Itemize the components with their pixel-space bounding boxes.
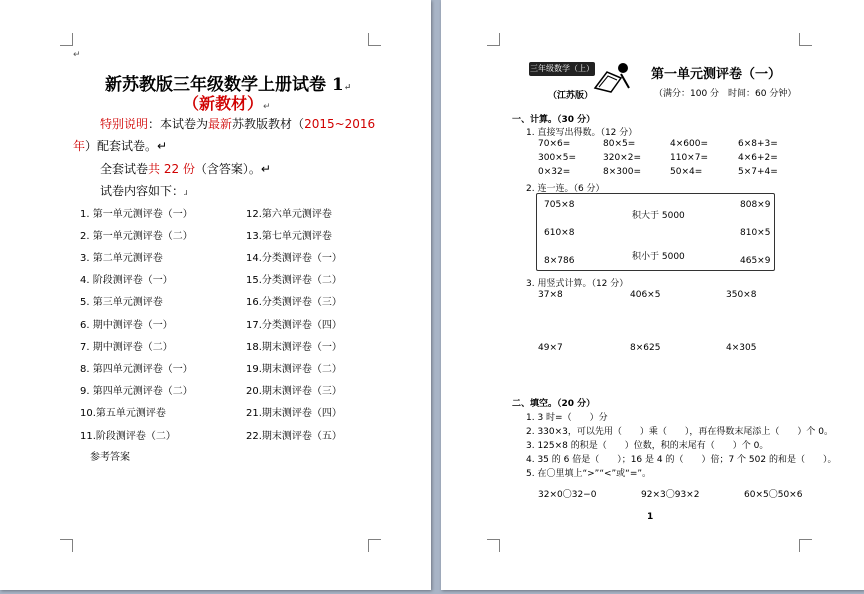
compare-item: 60×5〇50×6 bbox=[744, 490, 803, 500]
match-left-item: 705×8 bbox=[544, 200, 575, 210]
total-post: （含答案）。↵ bbox=[194, 162, 271, 176]
test-title: 第一单元测评卷（一） bbox=[651, 67, 782, 82]
fill-question: 1. 3 时=（ ）分 bbox=[526, 413, 608, 423]
list-item: 13.第七单元测评卷 bbox=[246, 231, 332, 242]
match-right-item: 808×9 bbox=[740, 200, 771, 210]
grade-logo bbox=[529, 62, 595, 76]
fill-question: 5. 在〇里填上“>”“<”或“=”。 bbox=[526, 469, 652, 479]
page-number: 1 bbox=[647, 512, 654, 522]
match-target: 积大于 5000 bbox=[632, 211, 685, 221]
vertical-calc-item: 8×625 bbox=[630, 343, 661, 353]
calc-item: 4×6+2= bbox=[738, 153, 778, 163]
left-page bbox=[0, 0, 431, 590]
list-item: 17.分类测评卷（四） bbox=[246, 320, 342, 331]
contents-label: 试卷内容如下： bbox=[100, 184, 185, 198]
subtitle-text: （新教材） bbox=[183, 94, 264, 113]
list-item: 4. 阶段测评卷（一） bbox=[80, 275, 173, 286]
document-title-text: 新苏教版三年级数学上册试卷 1 bbox=[105, 75, 344, 95]
list-item: 1. 第一单元测评卷（一） bbox=[80, 209, 193, 220]
list-item: 21.期末测评卷（四） bbox=[246, 408, 342, 419]
total-pre: 全套试卷 bbox=[100, 162, 149, 176]
calc-item: 300×5= bbox=[538, 153, 576, 163]
subtitle-mark: ↵ bbox=[263, 102, 271, 112]
calc-item: 6×8+3= bbox=[738, 139, 778, 149]
match-right-item: 810×5 bbox=[740, 228, 771, 238]
right-page bbox=[441, 0, 864, 590]
edition-label: （江苏版） bbox=[548, 91, 594, 101]
grade-logo-text: 三年级数学（上） bbox=[530, 64, 594, 73]
compare-item: 92×3〇93×2 bbox=[641, 490, 700, 500]
match-right-item: 465×9 bbox=[740, 256, 771, 266]
list-item: 10.第五单元测评卷 bbox=[80, 408, 166, 419]
crop-mark-bottom-right bbox=[799, 539, 812, 552]
fill-question: 3. 125×8 的积是（ ）位数，积的末尾有（ ）个 0。 bbox=[526, 441, 769, 451]
title-mark: ↵ bbox=[343, 83, 352, 93]
total-papers-line bbox=[100, 160, 271, 177]
question3: 3. 用竖式计算。（12 分） bbox=[526, 279, 629, 289]
note-years: 2015~2016 bbox=[304, 117, 376, 131]
vertical-calc-item: 37×8 bbox=[538, 290, 563, 300]
match-left-item: 8×786 bbox=[544, 256, 575, 266]
list-item: 2. 第一单元测评卷（二） bbox=[80, 231, 193, 242]
calc-item: 8×300= bbox=[603, 167, 641, 177]
book-illustration-icon bbox=[591, 58, 635, 94]
total-count: 共 22 份 bbox=[148, 162, 195, 176]
note-newest: 最新 bbox=[208, 117, 233, 131]
section1-heading: 一、计算。（30 分） bbox=[512, 115, 596, 125]
calc-item: 70×6= bbox=[538, 139, 571, 149]
list-item: 6. 期中测评卷（一） bbox=[80, 320, 173, 331]
list-item: 5. 第三单元测评卷 bbox=[80, 297, 163, 308]
calc-item: 110×7= bbox=[670, 153, 708, 163]
note-year-char: 年 bbox=[73, 139, 86, 153]
calc-item: 4×600= bbox=[670, 139, 708, 149]
document-subtitle bbox=[183, 91, 271, 114]
note-mid: 苏教版教材（ bbox=[232, 117, 305, 131]
matching-box bbox=[536, 193, 775, 271]
note-end: ）配套试卷。↵ bbox=[85, 139, 168, 153]
list-item: 14.分类测评卷（一） bbox=[246, 253, 342, 264]
crop-mark-bottom-right bbox=[368, 539, 381, 552]
calc-item: 320×2= bbox=[603, 153, 641, 163]
special-note-line2 bbox=[73, 137, 167, 154]
compare-item: 32×0〇32−0 bbox=[538, 490, 597, 500]
score-info: （满分：100 分 时间：60 分钟） bbox=[654, 89, 797, 99]
contents-label-line bbox=[100, 182, 188, 199]
vertical-calc-item: 4×305 bbox=[726, 343, 757, 353]
vertical-calc-item: 406×5 bbox=[630, 290, 661, 300]
answers-item: 参考答案 bbox=[90, 452, 130, 463]
vertical-calc-item: 49×7 bbox=[538, 343, 563, 353]
match-target: 积小于 5000 bbox=[632, 252, 685, 262]
list-item: 20.期末测评卷（三） bbox=[246, 386, 342, 397]
crop-mark-top-right bbox=[799, 33, 812, 46]
note-label: 特别说明 bbox=[100, 117, 149, 131]
match-left-item: 610×8 bbox=[544, 228, 575, 238]
crop-mark-bottom-left bbox=[487, 539, 500, 552]
crop-mark-top-left bbox=[487, 33, 500, 46]
list-item: 11.阶段测评卷（二） bbox=[80, 431, 176, 442]
fill-question: 2. 330×3，可以先用（ ）乘（ ），再在得数末尾添上（ ）个 0。 bbox=[526, 427, 833, 437]
crop-mark-top-left bbox=[60, 33, 73, 46]
list-item: 18.期末测评卷（一） bbox=[246, 342, 342, 353]
list-item: 15.分类测评卷（二） bbox=[246, 275, 342, 286]
list-item: 22.期末测评卷（五） bbox=[246, 431, 342, 442]
crop-mark-top-right bbox=[368, 33, 381, 46]
question2: 2. 连一连。（6 分） bbox=[526, 184, 605, 194]
note-colon: ：本试卷为 bbox=[148, 117, 209, 131]
crop-mark-bottom-left bbox=[60, 539, 73, 552]
special-note-line1 bbox=[100, 115, 375, 132]
list-item: 19.期末测评卷（二） bbox=[246, 364, 342, 375]
section2-heading: 二、填空。（20 分） bbox=[512, 399, 596, 409]
list-item: 9. 第四单元测评卷（二） bbox=[80, 386, 193, 397]
list-item: 7. 期中测评卷（二） bbox=[80, 342, 173, 353]
question1: 1. 直接写出得数。（12 分） bbox=[526, 128, 638, 138]
contents-mark: ɹ bbox=[184, 188, 188, 198]
list-item: 16.分类测评卷（三） bbox=[246, 297, 342, 308]
calc-item: 5×7+4= bbox=[738, 167, 778, 177]
list-item: 8. 第四单元测评卷（一） bbox=[80, 364, 193, 375]
calc-item: 0×32= bbox=[538, 167, 571, 177]
list-item: 3. 第二单元测评卷 bbox=[80, 253, 163, 264]
list-item: 12.第六单元测评卷 bbox=[246, 209, 332, 220]
paragraph-mark: ↵ bbox=[73, 50, 81, 60]
calc-item: 80×5= bbox=[603, 139, 636, 149]
vertical-calc-item: 350×8 bbox=[726, 290, 757, 300]
fill-question: 4. 35 的 6 倍是（ ）；16 是 4 的（ ）倍；7 个 502 的和是（ ）。 bbox=[526, 455, 837, 465]
calc-item: 50×4= bbox=[670, 167, 703, 177]
